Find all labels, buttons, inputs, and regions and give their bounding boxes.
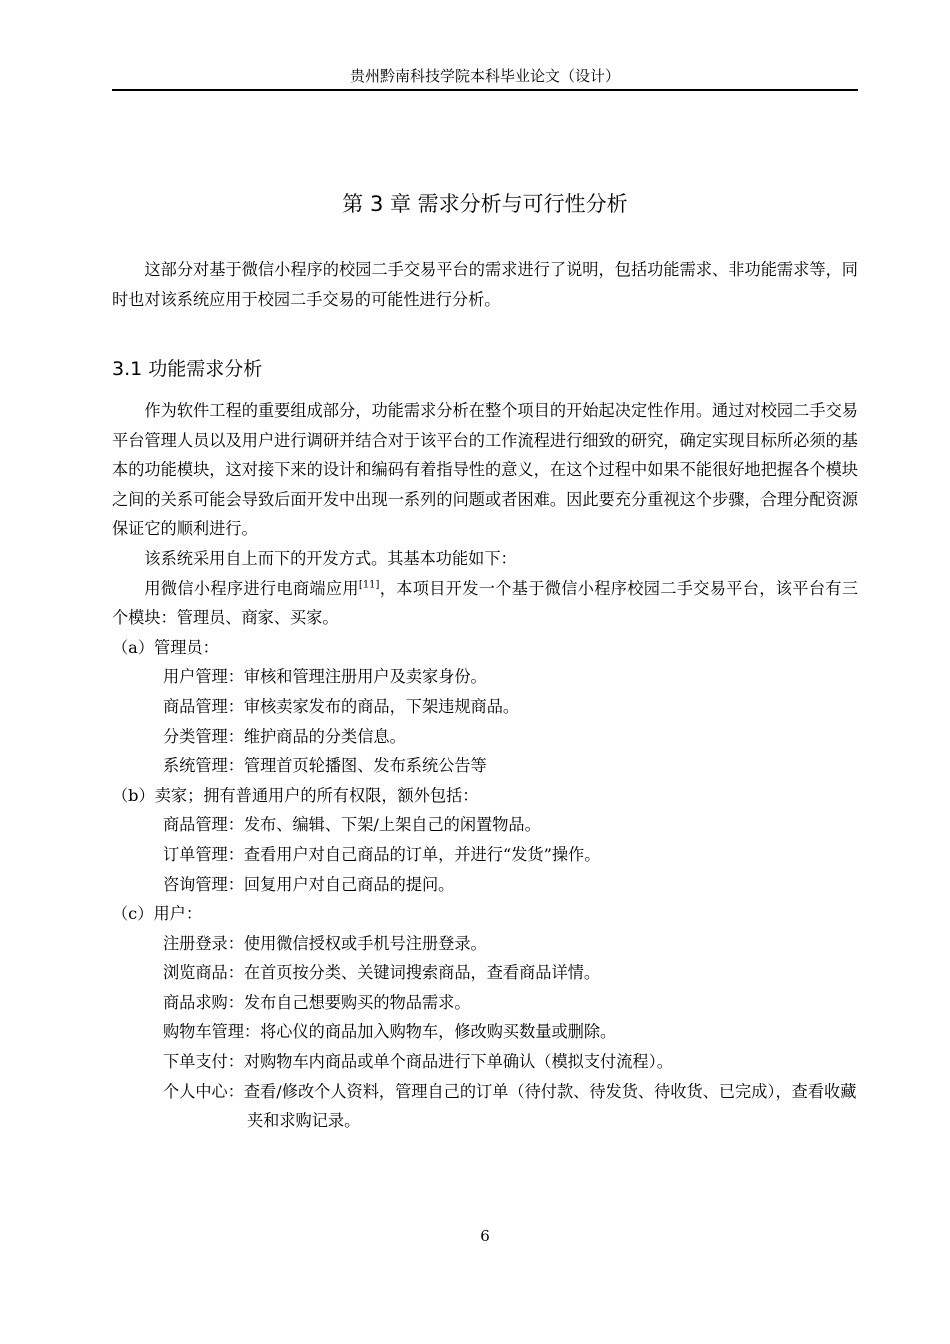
paragraph-3-text-cont: ，本项目开发一个基于微信小程序校园二手交易平台，该平台有三个模块：管理员、商家、买家。 <box>112 578 859 628</box>
list-item: 浏览商品：在首页按分类、关键词搜索商品，查看商品详情。 <box>163 963 601 983</box>
list-item: 系统管理：管理首页轮播图、发布系统公告等 <box>163 756 487 776</box>
paragraph-2: 该系统采用自上而下的开发方式。其基本功能如下： <box>144 548 517 568</box>
section-title: 3.1 功能需求分析 <box>112 358 263 380</box>
list-item: 商品管理：审核卖家发布的商品，下架违规商品。 <box>163 696 520 716</box>
list-item: 个人中心：查看/修改个人资料，管理自己的订单（待付款、待发货、待收货、已完成），查看收藏夹和求购记录。 <box>163 1081 857 1131</box>
list-item: 分类管理：维护商品的分类信息。 <box>163 726 406 746</box>
list-item: 商品求购：发布自己想要购买的物品需求。 <box>163 992 471 1012</box>
header-rule <box>112 89 858 91</box>
list-item: 注册登录：使用微信授权或手机号注册登录。 <box>163 933 487 953</box>
list-item: 用户管理：审核和管理注册用户及卖家身份。 <box>163 667 487 687</box>
list-item: 咨询管理：回复用户对自己商品的提问。 <box>163 874 455 894</box>
citation-11: [11] <box>358 579 380 591</box>
intro-paragraph: 这部分对基于微信小程序的校园二手交易平台的需求进行了说明，包括功能需求、非功能需求等，同时也对该系统应用于校园二手交易的可能性进行分析。 <box>112 260 858 309</box>
list-item: 下单支付：对购物车内商品或单个商品进行下单确认（模拟支付流程）。 <box>163 1052 673 1072</box>
list-item: 订单管理：查看用户对自己商品的订单，并进行“发货”操作。 <box>163 844 601 864</box>
list-item: 购物车管理：将心仪的商品加入购物车，修改购买数量或删除。 <box>163 1022 617 1042</box>
paragraph-1: 作为软件工程的重要组成部分，功能需求分析在整个项目的开始起决定性作用。通过对校园二手交易平台管理人员以及用户进行调研并结合对于该平台的工作流程进行细致的研究，确定实现目标所必须的基本的功能模块，这对接下来的设计和编码有着指导性的意义，在这个过程中如果不能很好地把握各个模块之间的关系可能会导致后面开发中出现一系列的问题或者困难。因此要充分重视这个步骤，合理分配资源保证它的顺利进行。 <box>112 401 858 539</box>
chapter-intro <box>112 255 858 314</box>
role-seller: （b）卖家；拥有普通用户的所有权限，额外包括： <box>112 785 479 805</box>
page-number: 6 <box>480 1227 490 1245</box>
running-header: 贵州黔南科技学院本科毕业论文（设计） <box>349 67 620 85</box>
role-admin: （a）管理员： <box>112 637 219 657</box>
chapter-title: 第 3 章 需求分析与可行性分析 <box>342 192 628 216</box>
paragraph-3-text: 用微信小程序进行电商端应用 <box>144 578 359 598</box>
role-user: （c）用户： <box>112 904 203 924</box>
paragraph-3 <box>112 574 858 633</box>
section-body <box>112 396 858 1136</box>
list-item: 商品管理：发布、编辑、下架/上架自己的闲置物品。 <box>163 815 541 835</box>
